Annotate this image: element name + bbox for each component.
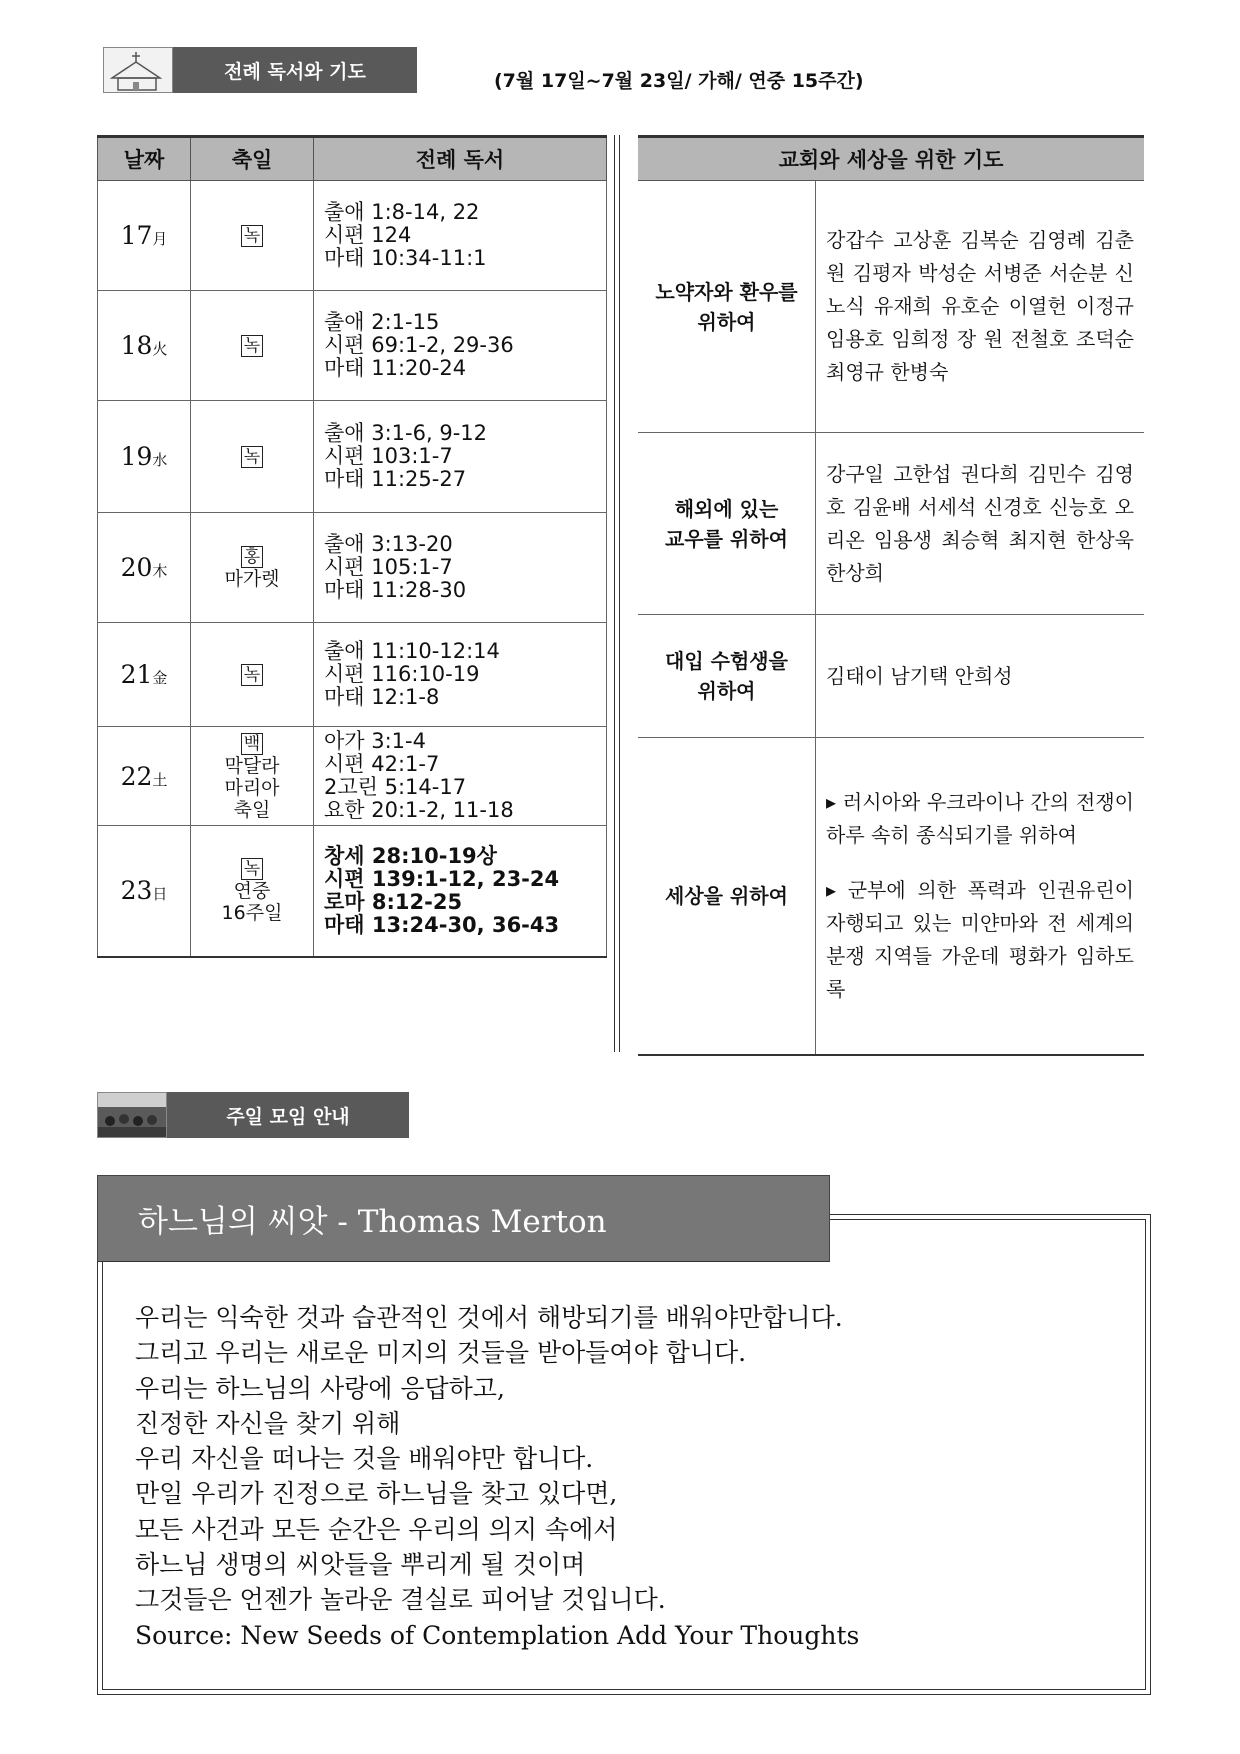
prayer-category <box>638 181 816 433</box>
date-cell <box>98 727 191 826</box>
reading-row <box>98 513 607 623</box>
liturgical-color-badge: 녹 <box>241 664 263 686</box>
liturgical-color-badge: 백 <box>241 733 263 755</box>
reading-ref: 요한 20:1-2, 11-18 <box>324 798 514 822</box>
date-cell <box>98 181 191 291</box>
feast-name: 마가렛 <box>224 568 280 590</box>
prayer-row <box>638 433 1144 615</box>
feast-cell <box>191 727 314 826</box>
feast-name: 막달라 <box>224 754 280 777</box>
weekday: 月 <box>152 230 168 248</box>
prayer-category <box>638 433 816 615</box>
reading-row <box>98 401 607 513</box>
feast-cell <box>191 181 314 291</box>
prayer-row <box>638 615 1144 738</box>
poem-title: 하느님의 씨앗 - Thomas Merton <box>97 1175 830 1262</box>
reading-ref: 아가 3:1-4 <box>324 729 426 753</box>
weekday: 木 <box>152 562 168 580</box>
prayer-names: 강구일 고한섭 권다희 김민수 김영호 김윤배 서세석 신경호 신능호 오리온 임용생 최승혁 최지현 한상욱 한상희 <box>816 433 1145 615</box>
weekday: 水 <box>152 451 168 469</box>
reading-ref: 출애 2:1-15 <box>324 310 440 334</box>
date-cell <box>98 291 191 401</box>
poem-line: 진정한 자신을 찾기 위해 <box>135 1408 401 1438</box>
sunday-section-header <box>97 1092 409 1138</box>
feast-name: 연중 <box>233 880 271 903</box>
date-range: (7월 17일~7월 23일/ 가해/ 연중 15주간) <box>494 70 864 92</box>
feast-cell <box>191 826 314 957</box>
reading-ref: 출애 1:8-14, 22 <box>324 200 480 224</box>
category-line: 노약자와 환우를 <box>655 279 798 304</box>
reading-ref: 시편 124 <box>324 223 412 247</box>
category-line: 대입 수험생을 <box>665 649 788 673</box>
poem-line: 그리고 우리는 새로운 미지의 것들을 받아들여야 합니다. <box>135 1338 747 1368</box>
feast-name: 마리아 <box>224 776 280 799</box>
reading-row <box>98 826 607 957</box>
liturgical-color-badge: 녹 <box>241 335 263 357</box>
weekday: 土 <box>152 770 168 789</box>
col-readings-header: 전례 독서 <box>314 137 607 181</box>
col-feast-header: 축일 <box>191 137 314 181</box>
poem-body <box>135 1300 1095 1653</box>
liturgy-section-header <box>103 47 417 93</box>
prayer-row <box>638 181 1144 433</box>
reading-row <box>98 291 607 401</box>
prayer-header: 교회와 세상을 위한 기도 <box>638 137 1144 181</box>
category-line: 세상을 위하여 <box>665 883 788 908</box>
col-date-header: 날짜 <box>98 137 191 181</box>
prayer-category <box>638 615 816 738</box>
poem-line: 하느님 생명의 씨앗들을 뿌리게 될 것이며 <box>135 1550 586 1580</box>
prayer-names: 김태이 남기택 안희성 <box>816 615 1145 738</box>
reading-ref: 마태 11:28-30 <box>324 578 467 602</box>
poem-line: 우리는 하느님의 사랑에 응답하고, <box>135 1373 505 1403</box>
section-title: 주일 모임 안내 <box>167 1092 409 1138</box>
feast-cell <box>191 623 314 727</box>
day-number: 20 <box>120 553 153 582</box>
day-number: 21 <box>120 660 153 689</box>
reading-ref: 2고린 5:14-17 <box>324 775 467 799</box>
weekday: 日 <box>152 885 168 904</box>
liturgical-color-badge: 홍 <box>241 546 263 568</box>
reading-row <box>98 181 607 291</box>
church-thumbnail <box>103 47 173 93</box>
reading-ref: 마태 12:1-8 <box>324 685 440 709</box>
reading-ref: 시편 103:1-7 <box>324 444 453 468</box>
prayer-names <box>816 738 1145 1055</box>
feast-name: 16주일 <box>221 902 283 925</box>
readings-cell <box>314 623 607 727</box>
category-line: 위하여 <box>697 309 756 334</box>
poem-line: 우리는 익숙한 것과 습관적인 것에서 해방되기를 배워야만합니다. <box>135 1303 843 1332</box>
feast-cell <box>191 513 314 623</box>
prayer-item: ▸ 군부에 의한 폭력과 인권유린이 자행되고 있는 미얀마와 전 세계의 분쟁 지역들 가운데 평화가 임하도록 <box>826 877 1134 1001</box>
column-divider <box>619 135 620 1052</box>
category-line: 교우를 위하여 <box>665 526 788 551</box>
readings-cell <box>314 181 607 291</box>
readings-cell <box>314 727 607 826</box>
reading-ref: 출애 3:1-6, 9-12 <box>324 421 487 445</box>
reading-ref: 로마 8:12-25 <box>324 889 463 914</box>
prayer-category <box>638 738 816 1055</box>
reading-ref: 시편 139:1-12, 23-24 <box>324 866 560 891</box>
category-line: 해외에 있는 <box>674 496 779 521</box>
prayer-item: ▸ 러시아와 우크라이나 간의 전쟁이 하루 속히 종식되기를 위하여 <box>826 789 1134 847</box>
column-divider <box>614 135 615 1052</box>
reading-ref: 시편 69:1-2, 29-36 <box>324 333 514 357</box>
day-number: 22 <box>120 761 153 791</box>
poem-line: 만일 우리가 진정으로 하느님을 찾고 있다면, <box>135 1479 618 1509</box>
reading-ref: 마태 13:24-30, 36-43 <box>324 912 560 937</box>
prayer-table <box>638 135 1144 1056</box>
reading-ref: 출애 3:13-20 <box>324 532 453 556</box>
readings-cell <box>314 826 607 957</box>
poem-line: Source: New Seeds of Contemplation Add Your Thoughts <box>135 1620 860 1650</box>
reading-ref: 시편 42:1-7 <box>324 752 440 776</box>
poem-line: 그것들은 언젠가 놀라운 결실로 피어날 것입니다. <box>135 1585 666 1615</box>
reading-ref: 시편 116:10-19 <box>324 662 480 686</box>
readings-cell <box>314 291 607 401</box>
date-cell <box>98 826 191 957</box>
reading-ref: 마태 10:34-11:1 <box>324 246 487 270</box>
day-number: 18 <box>120 331 153 360</box>
category-line: 위하여 <box>697 679 756 703</box>
feast-cell <box>191 291 314 401</box>
reading-row <box>98 727 607 826</box>
liturgical-color-badge: 녹 <box>241 858 263 880</box>
date-cell <box>98 401 191 513</box>
day-number: 23 <box>120 876 153 906</box>
reading-ref: 출애 11:10-12:14 <box>324 639 500 663</box>
feast-cell <box>191 401 314 513</box>
prayer-names: 강갑수 고상훈 김복순 김영례 김춘원 김평자 박성순 서병준 서순분 신노식 유재희 유호순 이열헌 이정규 임용호 임희정 장 원 전철호 조덕순 최영규 한병숙 <box>816 181 1145 433</box>
liturgical-color-badge: 녹 <box>241 446 263 468</box>
date-cell <box>98 513 191 623</box>
readings-cell <box>314 513 607 623</box>
liturgical-color-badge: 녹 <box>241 225 263 247</box>
reading-ref: 마태 11:20-24 <box>324 356 467 380</box>
readings-cell <box>314 401 607 513</box>
section-title: 전례 독서와 기도 <box>173 47 417 93</box>
weekday: 金 <box>152 669 168 687</box>
day-number: 17 <box>120 221 153 250</box>
poem-line: 우리 자신을 떠나는 것을 배워야만 합니다. <box>135 1444 594 1474</box>
poem-line: 모든 사건과 모든 순간은 우리의 의지 속에서 <box>135 1514 618 1544</box>
weekday: 火 <box>152 340 168 358</box>
meeting-thumbnail <box>97 1092 167 1138</box>
readings-table <box>97 135 607 958</box>
prayer-row <box>638 738 1144 1055</box>
reading-ref: 마태 11:25-27 <box>324 467 467 491</box>
feast-name: 축일 <box>233 798 271 821</box>
reading-ref: 창세 28:10-19상 <box>324 843 497 868</box>
reading-row <box>98 623 607 727</box>
reading-ref: 시편 105:1-7 <box>324 555 453 579</box>
day-number: 19 <box>120 442 153 471</box>
date-cell <box>98 623 191 727</box>
